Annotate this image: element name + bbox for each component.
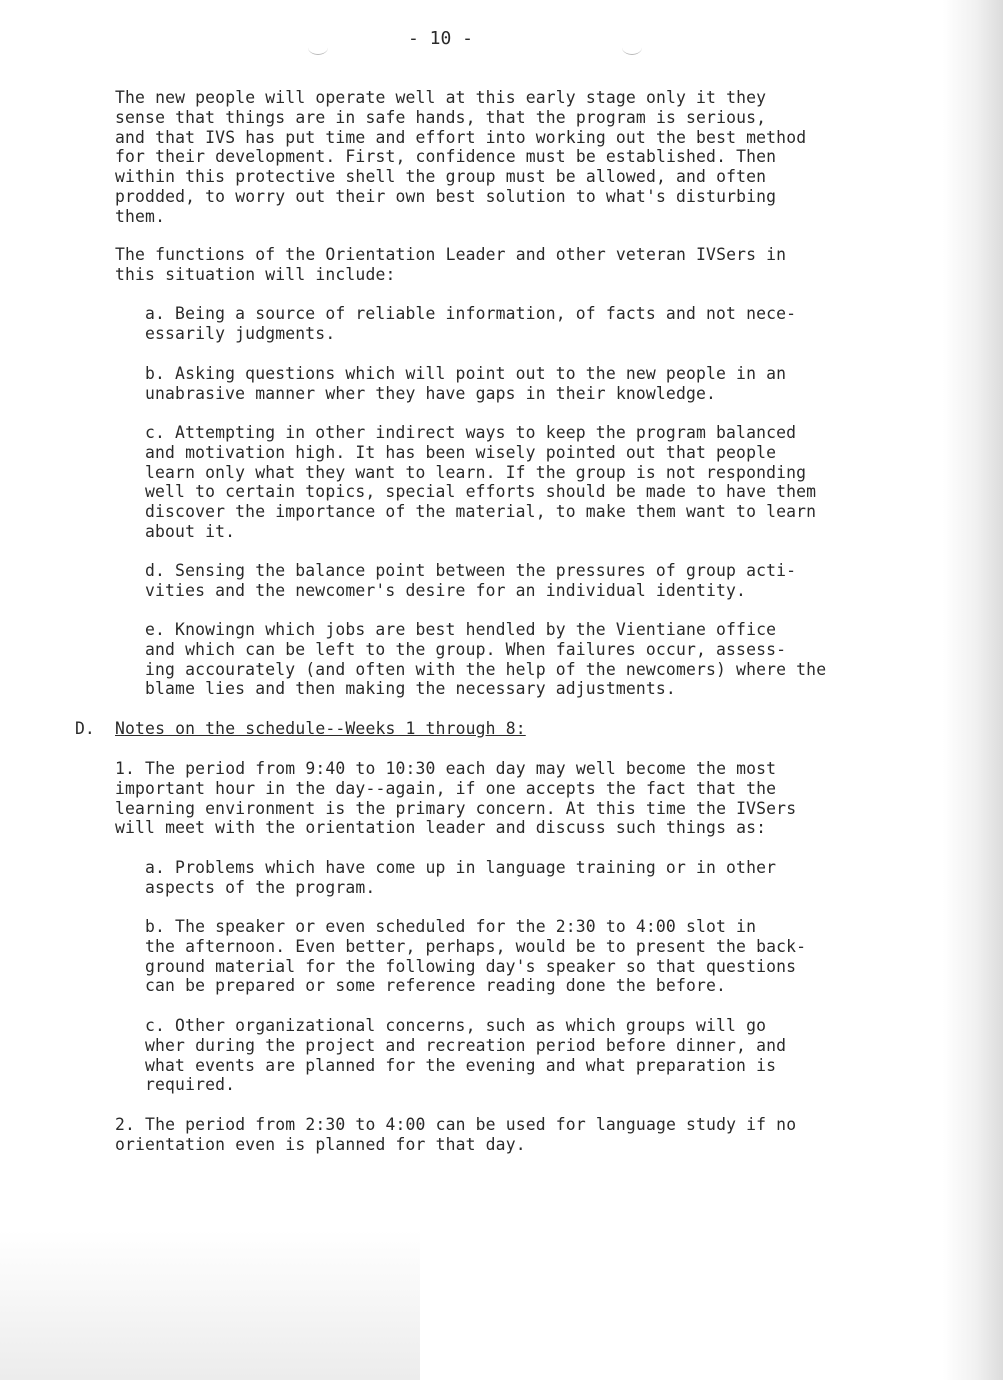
- functions-paragraph: The functions of the Orientation Leader and other veteran IVSers in this situation will include:: [115, 245, 787, 284]
- function-item-d: d. Sensing the balance point between the pressures of group acti- vities and the newcomer's desire for an individual identity.: [145, 561, 797, 600]
- function-item-b: b. Asking questions which will point out to the new people in an unabrasive manner wher they have gaps in their knowledge.: [145, 364, 787, 403]
- punch-mark-right: [622, 40, 642, 55]
- page-edge-shadow: [943, 0, 1003, 1380]
- schedule-item-1c: c. Other organizational concerns, such as which groups will go wher during the project and recreation period before dinner, and what events are planned for the evening and what preparation is required.: [145, 1016, 787, 1095]
- schedule-item-2: 2. The period from 2:30 to 4:00 can be used for language study if no orientation even is planned for that day.: [115, 1115, 797, 1154]
- page-corner-shadow: [0, 1230, 420, 1380]
- schedule-item-1b: b. The speaker or even scheduled for the 2:30 to 4:00 slot in the afternoon. Even better, perhaps, would be to present the back- ground material for the following day's speaker so that questions can be prepared or some reference reading done the before.: [145, 917, 807, 996]
- schedule-item-1: 1. The period from 9:40 to 10:30 each day may well become the most important hour in the day--again, if one accepts the fact that the learning environment is the primary concern. At this time the IVSers will meet with the orientation leader and discuss such things as:: [115, 759, 797, 838]
- page-number: - 10 -: [408, 28, 474, 49]
- punch-mark-left: [308, 40, 328, 55]
- section-marker: D.: [75, 719, 95, 738]
- section-heading: Notes on the schedule--Weeks 1 through 8:: [115, 719, 526, 738]
- function-item-e: e. Knowingn which jobs are best hendled by the Vientiane office and which can be left to the group. When failures occur, assess- ing accourately (and often with the help of the newcomers) where the blame lies and then making the necessary adjustments.: [145, 620, 827, 699]
- function-item-a: a. Being a source of reliable information, of facts and not nece- essarily judgments.: [145, 304, 797, 343]
- function-item-c: c. Attempting in other indirect ways to keep the program balanced and motivation high. It has been wisely pointed out that people learn only what they want to learn. If the group is not responding well to certain topics, special efforts should be made to have them discover the importance of the material, to make them want to learn about it.: [145, 423, 817, 541]
- intro-paragraph: The new people will operate well at this early stage only it they sense that things are in safe hands, that the program is serious, and that IVS has put time and effort into working out the best method for their development. First, confidence must be established. Then within this protective shell the group must be allowed, and often prodded, to worry out their own best solution to what's disturbing them.: [115, 88, 807, 226]
- schedule-item-1a: a. Problems which have come up in language training or in other aspects of the program.: [145, 858, 777, 897]
